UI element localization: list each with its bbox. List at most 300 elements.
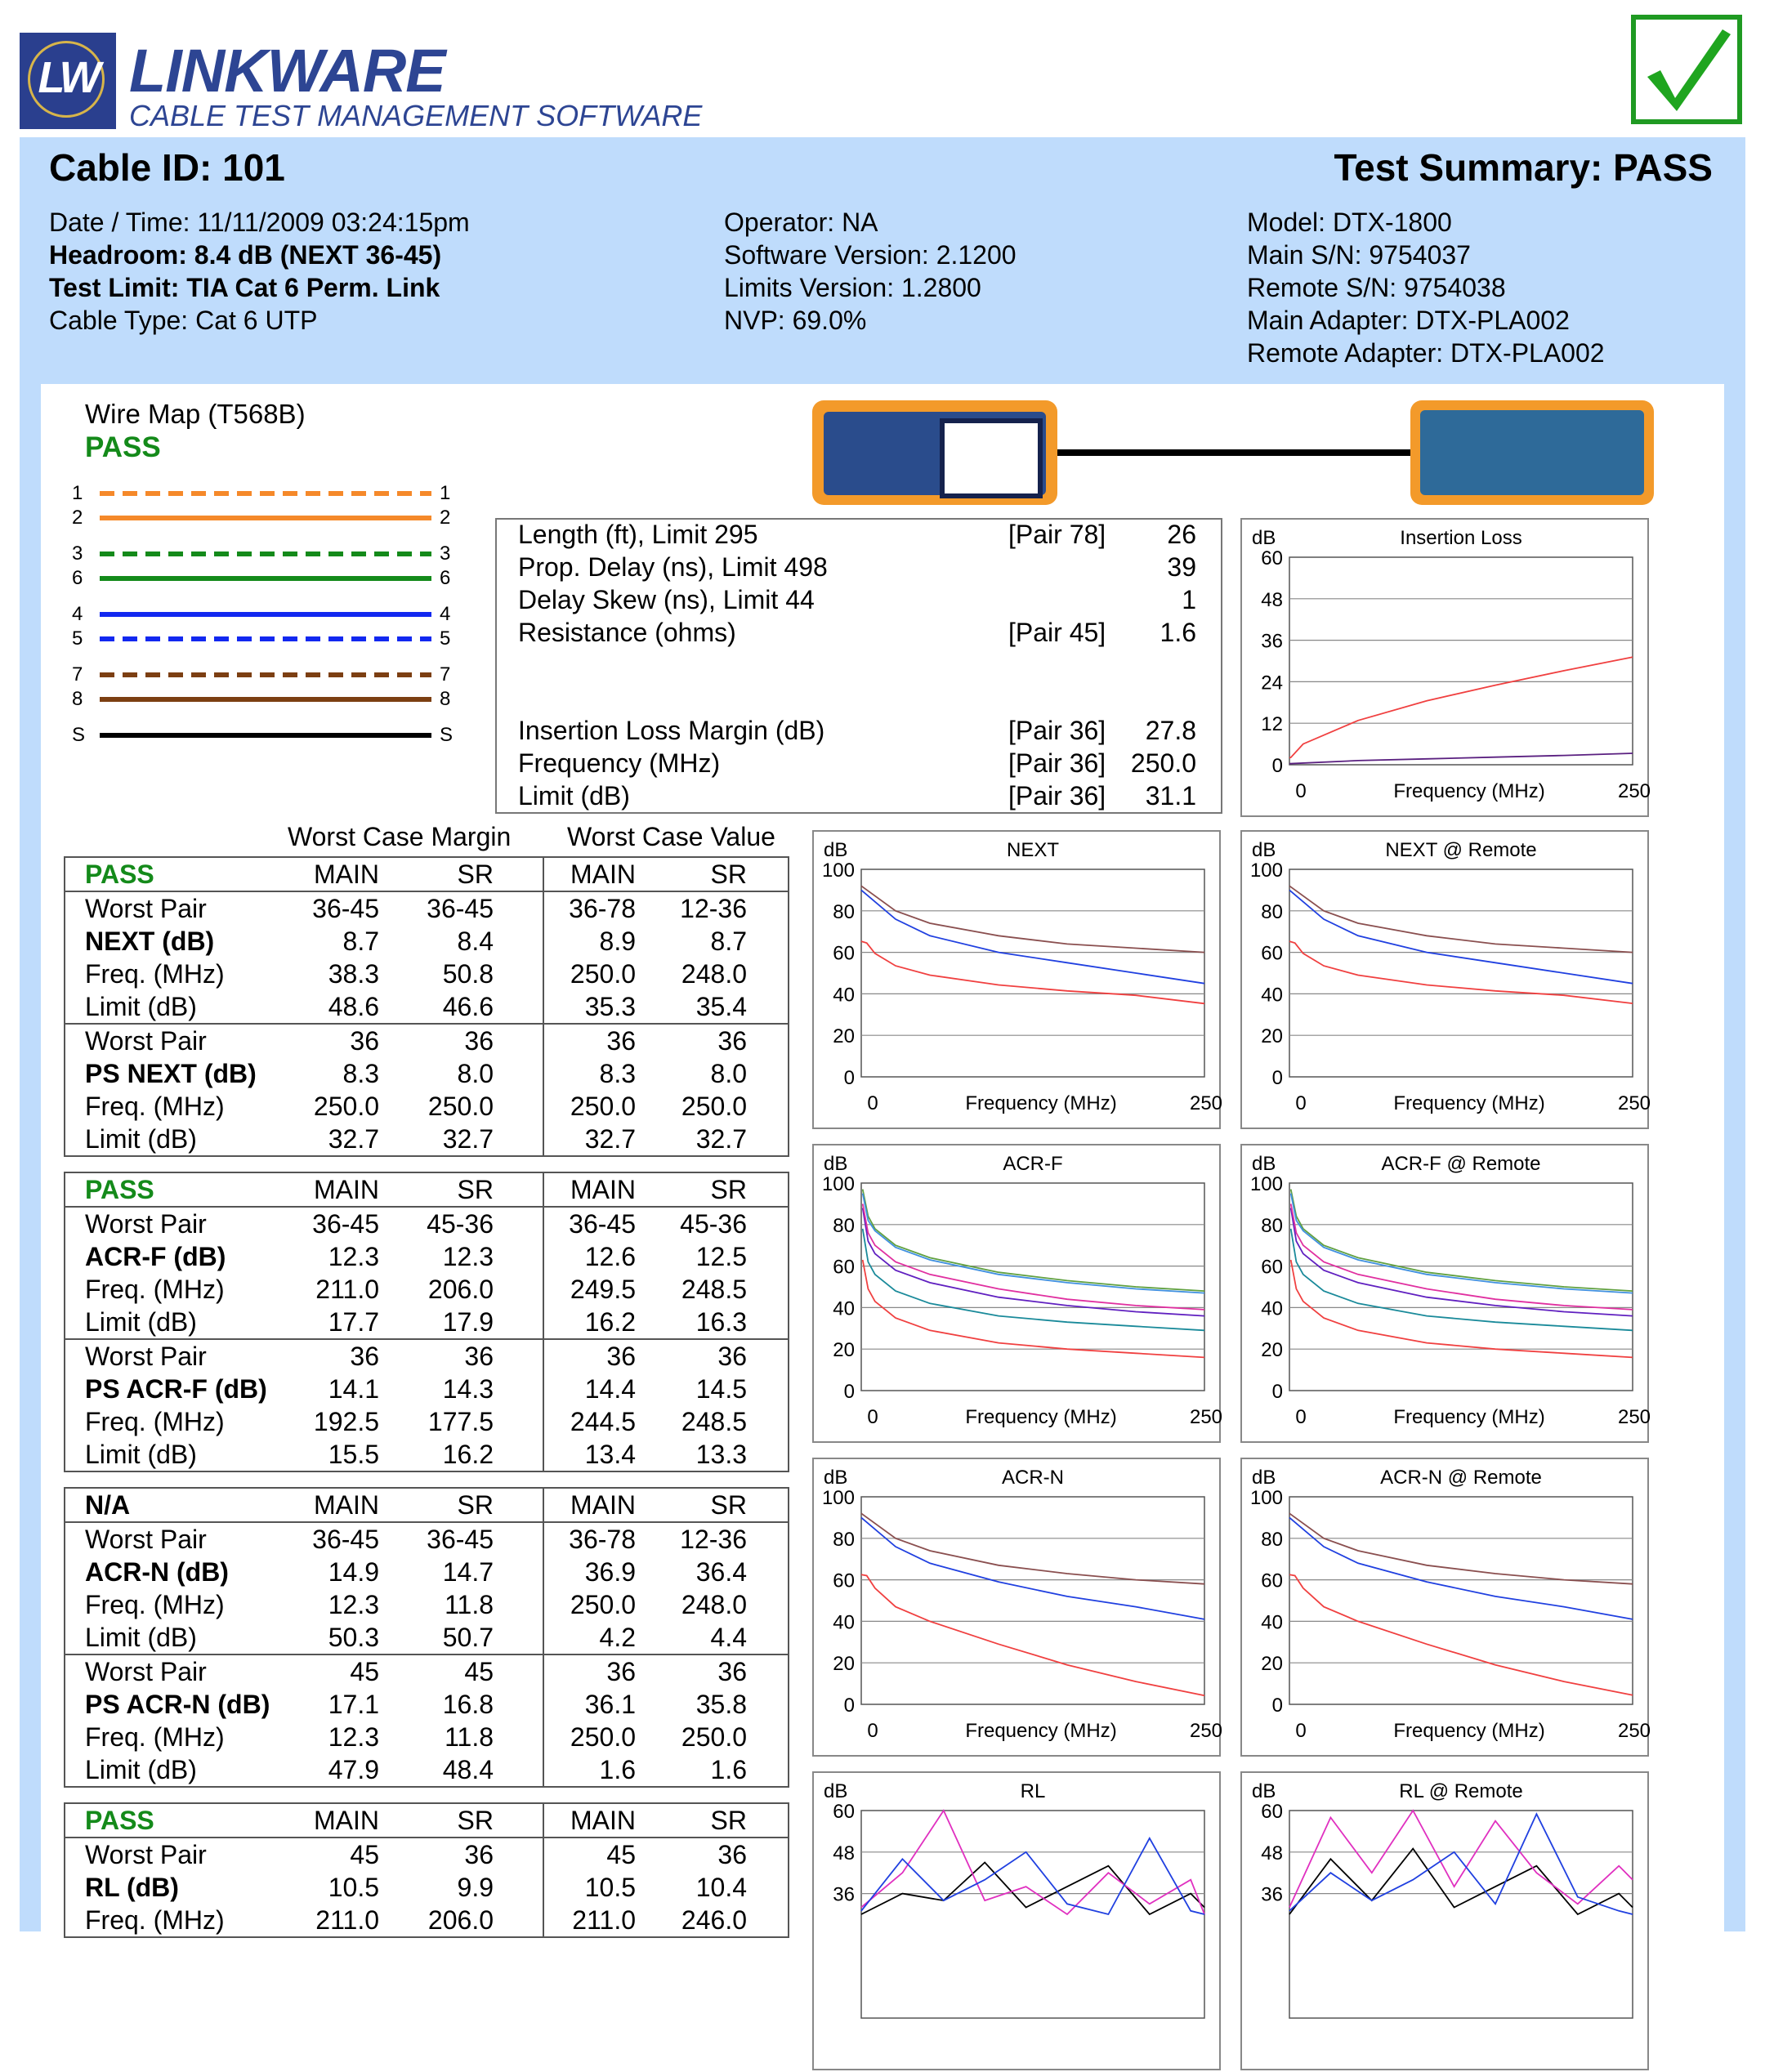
chart-insertion-loss — [1240, 518, 1649, 817]
cell-value: 14.5 — [695, 1374, 747, 1404]
cell-value: 47.9 — [328, 1755, 379, 1784]
column-header: SR — [710, 1806, 747, 1835]
row-pair: [Pair 36] — [1008, 781, 1106, 810]
y-tick-label: 20 — [833, 1653, 855, 1676]
x-tick-label: 250 — [1617, 780, 1651, 802]
cell-value: 36-45 — [427, 894, 494, 923]
x-tick-label: 0 — [867, 1720, 878, 1742]
row-value: 1 — [1182, 585, 1196, 614]
y-tick-label: 24 — [1261, 672, 1283, 694]
cell-value: 12.5 — [695, 1242, 747, 1271]
table-row — [65, 1373, 788, 1405]
cell-value: 36 — [350, 1026, 379, 1056]
wire-pin-right: S — [440, 724, 454, 746]
cell-value: 15.5 — [328, 1440, 379, 1469]
cell-value: 250.0 — [570, 1092, 636, 1121]
row-label: Freq. (MHz) — [85, 1590, 225, 1619]
y-tick-label: 80 — [1261, 1214, 1283, 1237]
chart-svg — [814, 832, 1222, 1131]
chart-svg — [814, 1145, 1222, 1445]
row-label: Freq. (MHz) — [85, 1905, 225, 1935]
row-label: Freq. (MHz) — [85, 959, 225, 989]
row-label: ACR-N (dB) — [85, 1557, 229, 1587]
chart-next — [812, 830, 1221, 1129]
y-tick-label: 0 — [1271, 1381, 1283, 1403]
cell-value: 248.5 — [681, 1407, 747, 1436]
model: Model: DTX-1800 — [1247, 208, 1452, 237]
cell-value: 36-45 — [569, 1209, 636, 1239]
y-tick-label: 80 — [1261, 1528, 1283, 1551]
y-axis-label: dB — [1252, 1780, 1276, 1802]
cell-value: 36 — [464, 1840, 494, 1869]
x-axis-label: Frequency (MHz) — [965, 1092, 1117, 1114]
y-tick-label: 40 — [833, 1611, 855, 1634]
row-label: NEXT (dB) — [85, 927, 215, 956]
cell-value: 36 — [717, 1657, 747, 1686]
x-axis-label: Frequency (MHz) — [965, 1720, 1117, 1742]
plot-area — [1289, 1183, 1633, 1391]
wire-pin-right: 6 — [440, 567, 451, 589]
wire-line — [100, 576, 431, 581]
y-tick-label: 100 — [1249, 860, 1283, 882]
row-label: Freq. (MHz) — [85, 1722, 225, 1752]
cell-value: 248.5 — [681, 1275, 747, 1304]
cell-value: 36-45 — [312, 894, 379, 923]
y-tick-label: 40 — [1261, 984, 1283, 1007]
cell-value: 250.0 — [313, 1092, 379, 1121]
column-header: MAIN — [314, 1806, 379, 1835]
wire-line — [100, 612, 431, 617]
wire-line — [100, 636, 431, 641]
wire-line — [100, 516, 431, 520]
row-value: 31.1 — [1145, 781, 1196, 810]
cell-value: 8.7 — [710, 927, 747, 956]
y-axis-label: dB — [1252, 527, 1276, 549]
y-tick-label: 0 — [843, 1067, 855, 1089]
row-label: Limit (dB) — [85, 1440, 197, 1469]
chart-title: ACR-N — [1002, 1467, 1064, 1489]
table-row — [65, 1240, 788, 1273]
table-row — [65, 1838, 788, 1871]
cell-value: 36 — [717, 1026, 747, 1056]
x-tick-label: 0 — [867, 1092, 878, 1114]
y-tick-label: 100 — [821, 1173, 855, 1195]
row-value: 39 — [1167, 552, 1196, 582]
x-tick-label: 250 — [1189, 1720, 1222, 1742]
row-pair: [Pair 45] — [1008, 618, 1106, 647]
cell-value: 32.7 — [442, 1124, 494, 1154]
cell-value: 249.5 — [570, 1275, 636, 1304]
column-header: MAIN — [570, 1175, 636, 1204]
y-tick-label: 12 — [1261, 713, 1283, 736]
column-header: SR — [457, 1490, 494, 1520]
chart-svg — [814, 1459, 1222, 1758]
chart-title: ACR-N @ Remote — [1380, 1467, 1542, 1489]
chart-rl-remote — [1240, 1771, 1649, 2070]
column-header: SR — [457, 1175, 494, 1204]
chart-acr-f-remote — [1240, 1144, 1649, 1443]
cell-value: 36 — [606, 1026, 636, 1056]
y-tick-label: 0 — [1271, 755, 1283, 777]
y-tick-label: 60 — [833, 942, 855, 965]
column-header: MAIN — [570, 860, 636, 889]
info-column-2 — [724, 206, 1017, 337]
table-row — [65, 1057, 788, 1090]
cell-value: 8.0 — [710, 1059, 747, 1088]
plot-area — [861, 869, 1204, 1077]
cell-value: 11.8 — [445, 1590, 494, 1619]
results-table — [64, 1802, 789, 1938]
table-row — [65, 1090, 788, 1123]
cell-value: 250.0 — [570, 1722, 636, 1752]
table-row — [65, 1306, 788, 1338]
cell-value: 12-36 — [680, 1525, 747, 1554]
table-header-row — [65, 858, 788, 891]
main-tester-screen — [940, 418, 1043, 498]
x-tick-label: 0 — [1295, 780, 1307, 802]
worst-case-value-heading: Worst Case Value — [567, 822, 775, 851]
cell-value: 36-45 — [427, 1525, 494, 1554]
cell-value: 35.8 — [695, 1690, 747, 1719]
operator: Operator: NA — [724, 208, 878, 237]
cell-value: 36.1 — [584, 1690, 636, 1719]
cell-value: 36 — [717, 1840, 747, 1869]
cell-value: 12.3 — [328, 1242, 379, 1271]
y-tick-label: 60 — [1261, 1801, 1283, 1823]
cell-value: 1.6 — [710, 1755, 747, 1784]
x-tick-label: 250 — [1189, 1406, 1222, 1428]
remote-sn: Remote S/N: 9754038 — [1247, 273, 1506, 302]
cell-value: 16.8 — [442, 1690, 494, 1719]
chart-title: ACR-F — [1003, 1153, 1063, 1175]
y-tick-label: 40 — [1261, 1297, 1283, 1320]
x-axis-label: Frequency (MHz) — [1393, 780, 1545, 802]
wiremap-title: Wire Map (T568B) — [85, 399, 306, 429]
cell-value: 206.0 — [427, 1905, 494, 1935]
x-tick-label: 0 — [1295, 1406, 1307, 1428]
y-tick-label: 36 — [1261, 1883, 1283, 1906]
test-summary: Test Summary: PASS — [1334, 146, 1713, 189]
length-summary-box — [495, 518, 1222, 814]
cell-value: 45 — [350, 1657, 379, 1686]
column-header: SR — [710, 1175, 747, 1204]
cell-value: 46.6 — [442, 992, 494, 1021]
y-tick-label: 40 — [833, 1297, 855, 1320]
cell-value: 12-36 — [680, 894, 747, 923]
wire-pin-right: 3 — [440, 543, 451, 565]
x-tick-label: 250 — [1189, 1092, 1222, 1114]
chart-title: ACR-F @ Remote — [1381, 1153, 1541, 1175]
y-tick-label: 60 — [1261, 1256, 1283, 1279]
y-tick-label: 80 — [1261, 900, 1283, 923]
row-label: RL (dB) — [85, 1873, 179, 1902]
table-header-row — [65, 1173, 788, 1206]
x-tick-label: 250 — [1617, 1092, 1651, 1114]
delay-skew-row — [518, 585, 1196, 618]
column-header: MAIN — [314, 1490, 379, 1520]
wiremap-result: PASS — [85, 431, 161, 463]
chart-title: RL — [1020, 1780, 1046, 1802]
table-row — [65, 1871, 788, 1904]
cell-value: 12.6 — [584, 1242, 636, 1271]
cell-value: 48.4 — [442, 1755, 494, 1784]
y-tick-label: 0 — [843, 1695, 855, 1717]
table-row — [65, 1655, 788, 1688]
row-label: Freq. (MHz) — [85, 1092, 225, 1121]
row-label: Limit (dB) — [518, 781, 630, 810]
column-header: SR — [710, 1490, 747, 1520]
cell-value: 8.0 — [457, 1059, 494, 1088]
row-value: 27.8 — [1145, 716, 1196, 745]
main-adapter: Main Adapter: DTX-PLA002 — [1247, 306, 1570, 335]
remote-tester-face — [1420, 410, 1644, 495]
y-tick-label: 20 — [1261, 1653, 1283, 1676]
cell-value: 36-78 — [569, 1525, 636, 1554]
table-row — [65, 1123, 788, 1155]
cell-value: 50.7 — [442, 1623, 494, 1652]
wire-pin-left: 4 — [72, 603, 83, 625]
cell-value: 192.5 — [313, 1407, 379, 1436]
cell-value: 206.0 — [427, 1275, 494, 1304]
row-label: Limit (dB) — [85, 1124, 197, 1154]
y-tick-label: 36 — [1261, 630, 1283, 653]
table-row — [65, 1208, 788, 1240]
y-axis-label: dB — [824, 839, 848, 861]
cell-value: 250.0 — [570, 1590, 636, 1619]
table-row — [65, 1340, 788, 1373]
cell-value: 36 — [464, 1342, 494, 1371]
check-icon — [1631, 15, 1742, 124]
table-row — [65, 1405, 788, 1438]
headroom: Headroom: 8.4 dB (NEXT 36-45) — [49, 240, 442, 270]
wire-pin-left: S — [72, 724, 86, 746]
y-tick-label: 0 — [1271, 1067, 1283, 1089]
y-tick-label: 100 — [821, 1487, 855, 1509]
cell-value: 211.0 — [315, 1905, 379, 1935]
cell-value: 12.3 — [328, 1590, 379, 1619]
results-table — [64, 1172, 789, 1472]
cell-value: 250.0 — [681, 1092, 747, 1121]
table-row — [65, 1753, 788, 1786]
column-header: SR — [710, 860, 747, 889]
software-version: Software Version: 2.1200 — [724, 240, 1017, 270]
row-label: Worst Pair — [85, 1342, 207, 1371]
row-label: Resistance (ohms) — [518, 618, 736, 647]
row-label: Limit (dB) — [85, 1623, 197, 1652]
cell-value: 32.7 — [328, 1124, 379, 1154]
info-column-1 — [49, 206, 470, 337]
cell-value: 8.9 — [599, 927, 636, 956]
cell-value: 36 — [464, 1026, 494, 1056]
x-axis-label: Frequency (MHz) — [965, 1406, 1117, 1428]
y-tick-label: 40 — [1261, 1611, 1283, 1634]
y-tick-label: 60 — [833, 1570, 855, 1592]
brand-name: LINKWARE — [129, 37, 445, 105]
chart-title: NEXT — [1006, 839, 1060, 861]
cell-value: 50.8 — [442, 959, 494, 989]
chart-svg — [814, 1773, 1222, 2072]
wire-pin-right: 8 — [440, 688, 451, 710]
column-header: MAIN — [570, 1490, 636, 1520]
y-tick-label: 100 — [1249, 1487, 1283, 1509]
row-label: Worst Pair — [85, 1525, 207, 1554]
nvp: NVP: 69.0% — [724, 306, 867, 335]
row-label: PS ACR-N (dB) — [85, 1690, 270, 1719]
y-tick-label: 80 — [833, 900, 855, 923]
cell-value: 17.7 — [328, 1307, 379, 1337]
cell-value: 248.0 — [681, 1590, 747, 1619]
cell-value: 250.0 — [427, 1092, 494, 1121]
table-row — [65, 1273, 788, 1306]
y-axis-label: dB — [1252, 839, 1276, 861]
frequency-row — [518, 748, 1196, 781]
wire-pin-right: 7 — [440, 663, 451, 685]
cell-value: 45 — [606, 1840, 636, 1869]
table-row — [65, 1523, 788, 1556]
table-row — [65, 1904, 788, 1936]
main-sn: Main S/N: 9754037 — [1247, 240, 1471, 270]
link-cable — [1057, 449, 1410, 456]
cell-value: 10.5 — [584, 1873, 636, 1902]
table-row — [65, 1621, 788, 1654]
cable-id: Cable ID: 101 — [49, 146, 285, 189]
cell-value: 48.6 — [328, 992, 379, 1021]
wire-line — [100, 697, 431, 702]
cell-value: 13.3 — [695, 1440, 747, 1469]
chart-title: RL @ Remote — [1399, 1780, 1523, 1802]
cell-value: 211.0 — [572, 1905, 636, 1935]
cell-value: 32.7 — [695, 1124, 747, 1154]
cell-value: 45-36 — [680, 1209, 747, 1239]
table-row — [65, 1025, 788, 1057]
plot-area — [861, 1183, 1204, 1391]
y-tick-label: 48 — [1261, 1842, 1283, 1864]
cell-value: 36 — [606, 1657, 636, 1686]
row-value: 26 — [1167, 520, 1196, 549]
cell-value: 13.4 — [584, 1440, 636, 1469]
row-label: Limit (dB) — [85, 992, 197, 1021]
remote-adapter: Remote Adapter: DTX-PLA002 — [1247, 338, 1605, 368]
chart-rl — [812, 1771, 1221, 2070]
cell-value: 12.3 — [442, 1242, 494, 1271]
table-row — [65, 925, 788, 958]
chart-svg — [1242, 520, 1651, 819]
wire-pin-left: 8 — [72, 688, 83, 710]
y-tick-label: 60 — [833, 1256, 855, 1279]
x-axis-label: Frequency (MHz) — [1393, 1406, 1545, 1428]
chart-title: NEXT @ Remote — [1385, 839, 1537, 861]
chart-svg — [1242, 1459, 1651, 1758]
y-axis-label: dB — [824, 1153, 848, 1175]
table-row — [65, 1556, 788, 1588]
table-row — [65, 1588, 788, 1621]
column-header: MAIN — [314, 860, 379, 889]
status-label: PASS — [85, 860, 154, 889]
row-label: Worst Pair — [85, 894, 207, 923]
cell-value: 177.5 — [427, 1407, 494, 1436]
length-row — [518, 520, 1196, 552]
chart-svg — [1242, 1773, 1651, 2072]
cell-value: 14.4 — [584, 1374, 636, 1404]
row-label: Freq. (MHz) — [85, 1407, 225, 1436]
row-label: PS ACR-F (dB) — [85, 1374, 267, 1404]
row-label: Limit (dB) — [85, 1755, 197, 1784]
y-axis-label: dB — [1252, 1153, 1276, 1175]
y-tick-label: 40 — [833, 984, 855, 1007]
wire-pin-right: 5 — [440, 627, 451, 650]
x-tick-label: 0 — [1295, 1092, 1307, 1114]
resistance-row — [518, 618, 1196, 650]
plot-area — [1289, 557, 1633, 765]
info-column-3 — [1247, 206, 1605, 369]
cell-value: 36 — [717, 1342, 747, 1371]
column-header: SR — [457, 860, 494, 889]
results-table — [64, 1487, 789, 1788]
cell-value: 35.4 — [695, 992, 747, 1021]
plot-area — [861, 1497, 1204, 1704]
cell-value: 16.2 — [584, 1307, 636, 1337]
plot-area — [861, 1811, 1204, 2018]
wire-line — [100, 672, 431, 677]
cell-value: 8.3 — [599, 1059, 636, 1088]
row-pair: [Pair 36] — [1008, 716, 1106, 745]
cell-value: 32.7 — [584, 1124, 636, 1154]
y-tick-label: 100 — [1249, 1173, 1283, 1195]
cell-value: 17.9 — [442, 1307, 494, 1337]
table-row — [65, 990, 788, 1023]
y-tick-label: 20 — [833, 1339, 855, 1362]
cell-value: 8.3 — [342, 1059, 379, 1088]
table-row — [65, 1438, 788, 1471]
y-tick-label: 0 — [843, 1381, 855, 1403]
cell-value: 9.9 — [457, 1873, 494, 1902]
row-label: Limit (dB) — [85, 1307, 197, 1337]
cell-value: 8.4 — [457, 927, 494, 956]
y-tick-label: 60 — [1261, 1570, 1283, 1592]
chart-svg — [1242, 1145, 1651, 1445]
y-tick-label: 80 — [833, 1528, 855, 1551]
row-label: Worst Pair — [85, 1209, 207, 1239]
row-value: 1.6 — [1160, 618, 1196, 647]
cell-value: 4.4 — [710, 1623, 747, 1652]
wire-line — [100, 551, 431, 556]
status-label: PASS — [85, 1806, 154, 1835]
cell-value: 36-78 — [569, 894, 636, 923]
cell-value: 45 — [350, 1840, 379, 1869]
cable-type: Cable Type: Cat 6 UTP — [49, 306, 318, 335]
y-tick-label: 60 — [833, 1801, 855, 1823]
cell-value: 4.2 — [599, 1623, 636, 1652]
table-row — [65, 1721, 788, 1753]
cell-value: 36-45 — [312, 1525, 379, 1554]
cell-value: 14.3 — [442, 1374, 494, 1404]
table-row — [65, 958, 788, 990]
y-tick-label: 100 — [821, 860, 855, 882]
x-axis-label: Frequency (MHz) — [1393, 1092, 1545, 1114]
wire-pin-left: 7 — [72, 663, 83, 685]
row-label: ACR-F (dB) — [85, 1242, 226, 1271]
column-header: MAIN — [570, 1806, 636, 1835]
x-tick-label: 250 — [1617, 1720, 1651, 1742]
chart-acr-f — [812, 1144, 1221, 1443]
row-value: 250.0 — [1130, 748, 1196, 778]
cell-value: 8.7 — [342, 927, 379, 956]
date-time: Date / Time: 11/11/2009 03:24:15pm — [49, 208, 470, 237]
cell-value: 11.8 — [445, 1722, 494, 1752]
y-tick-label: 20 — [1261, 1339, 1283, 1362]
cell-value: 14.7 — [442, 1557, 494, 1587]
cell-value: 36.9 — [584, 1557, 636, 1587]
